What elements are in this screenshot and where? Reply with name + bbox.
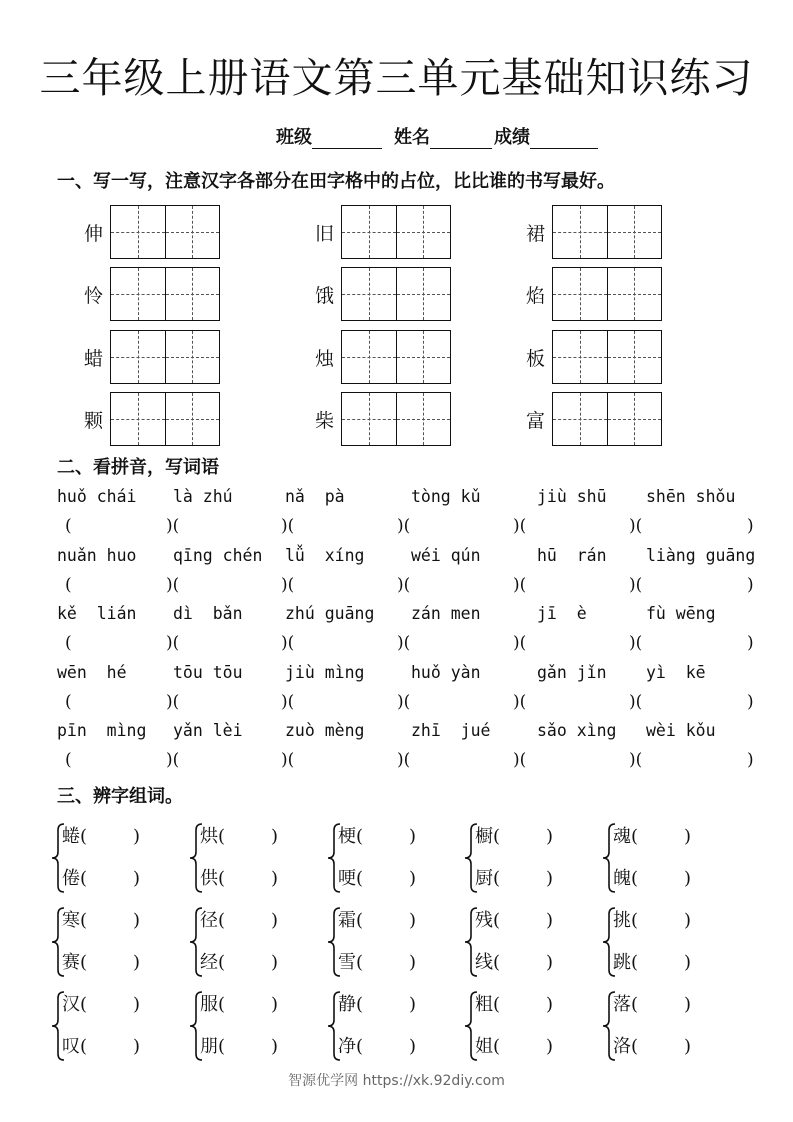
pair-character: 洛 (613, 1036, 631, 1057)
answer-bracket: ) (747, 633, 754, 653)
char-entry[interactable] (475, 1034, 553, 1060)
pair-character: 蜷 (62, 826, 80, 847)
char-entry[interactable] (62, 1034, 140, 1060)
paren-open: ( (631, 1036, 639, 1057)
pinyin-word: jiù mìng (285, 662, 365, 682)
pair-character: 跳 (613, 952, 631, 973)
paren-open: ( (493, 994, 501, 1015)
char-entry[interactable] (475, 950, 553, 976)
pair-character: 经 (200, 952, 218, 973)
paren-open: ( (80, 952, 88, 973)
paren-close: ) (546, 910, 554, 931)
answer-bracket: )( (513, 691, 527, 712)
tianzige-grid[interactable] (552, 330, 662, 384)
pair-character: 哽 (338, 868, 356, 889)
pinyin-word: jī è (537, 604, 587, 623)
pinyin-word: nǎ pà (285, 487, 345, 506)
tianzige-grid[interactable] (552, 267, 662, 321)
pinyin-word: zán men (411, 604, 481, 623)
pinyin-word: là zhú (173, 487, 233, 506)
tianzige-grid[interactable] (110, 330, 220, 384)
pinyin-word: wéi qún (411, 545, 481, 565)
char-entry[interactable] (338, 950, 416, 976)
pinyin-word: jiù shū (537, 487, 607, 506)
tianzige-cell[interactable] (342, 206, 396, 258)
tianzige-cell[interactable] (342, 268, 396, 320)
name-label: 姓名 (394, 127, 430, 148)
pinyin-word: wēn hé (57, 662, 127, 682)
paren-close: ) (133, 826, 141, 847)
pair-character: 叹 (62, 1036, 80, 1057)
paren-open: ( (80, 1036, 88, 1057)
answer-bracket: ) (747, 516, 754, 536)
char-entry[interactable] (338, 992, 416, 1018)
pinyin-row (57, 721, 757, 745)
char-pair (50, 906, 165, 978)
paren-close: ) (271, 826, 279, 847)
writing-row (526, 330, 662, 384)
pair-character: 雪 (338, 952, 356, 973)
char-entry[interactable] (475, 908, 553, 934)
answer-bracket: )( (397, 691, 411, 712)
section2-heading: 二、看拼音，写词语 (57, 457, 219, 478)
char-pair (463, 906, 578, 978)
pair-character: 供 (200, 868, 218, 889)
pinyin-word: kě lián (57, 604, 137, 623)
char-entry[interactable] (200, 1034, 278, 1060)
pair-character: 姐 (475, 1036, 493, 1057)
section1-heading: 一、写一写，注意汉字各部分在田字格中的占位，比比谁的书写最好。 (57, 171, 615, 192)
tianzige-cell[interactable] (165, 268, 220, 320)
pinyin-word: shēn shǒu (646, 487, 736, 506)
pair-character: 霜 (338, 910, 356, 931)
tianzige-grid[interactable] (341, 205, 451, 259)
paren-open: ( (356, 826, 364, 847)
model-character: 饿 (315, 284, 335, 307)
paren-close: ) (546, 1036, 554, 1057)
pinyin-word: liàng guāng (646, 545, 756, 565)
answer-bracket: )( (281, 574, 295, 595)
char-pair (601, 990, 716, 1062)
pinyin-word: huǒ yàn (411, 662, 481, 682)
char-entry[interactable] (475, 866, 553, 892)
paren-open: ( (218, 952, 226, 973)
pinyin-word: fù wēng (646, 604, 716, 623)
writing-row (315, 330, 451, 384)
answer-bracket: )( (629, 691, 643, 712)
pair-character: 朋 (200, 1036, 218, 1057)
tianzige-cell[interactable] (553, 393, 607, 445)
answer-bracket: )( (281, 691, 295, 712)
paren-open: ( (218, 994, 226, 1015)
char-pair (188, 822, 303, 894)
paren-close: ) (133, 952, 141, 973)
paren-open: ( (493, 868, 501, 889)
tianzige-cell[interactable] (607, 393, 662, 445)
paren-close: ) (409, 826, 417, 847)
char-pair (50, 822, 165, 894)
char-entry[interactable] (338, 1034, 416, 1060)
answer-bracket: ( (65, 750, 72, 770)
char-entry[interactable] (338, 824, 416, 850)
tianzige-cell[interactable] (553, 206, 607, 258)
pinyin-word: nuǎn huo (57, 545, 137, 565)
answer-bracket: )( (166, 750, 180, 770)
paren-open: ( (631, 994, 639, 1015)
tianzige-cell[interactable] (111, 331, 165, 383)
tianzige-grid[interactable] (110, 205, 220, 259)
model-character: 柴 (315, 409, 335, 432)
paren-close: ) (546, 868, 554, 889)
char-entry[interactable] (200, 866, 278, 892)
paren-open: ( (218, 1036, 226, 1057)
tianzige-cell[interactable] (396, 331, 451, 383)
pair-character: 服 (200, 994, 218, 1015)
tianzige-grid[interactable] (110, 392, 220, 446)
paren-open: ( (356, 994, 364, 1015)
char-pair (326, 906, 441, 978)
tianzige-grid[interactable] (552, 392, 662, 446)
writing-row (315, 205, 451, 259)
model-character: 怜 (84, 284, 104, 307)
paren-open: ( (356, 952, 364, 973)
paren-close: ) (409, 952, 417, 973)
model-character: 板 (526, 347, 546, 370)
writing-row (84, 330, 220, 384)
answer-bracket: )( (629, 516, 643, 536)
answer-bracket: )( (397, 574, 411, 595)
model-character: 焰 (526, 284, 546, 307)
paren-close: ) (271, 952, 279, 973)
char-pair (463, 822, 578, 894)
pinyin-word: hū rán (537, 545, 607, 565)
paren-close: ) (133, 994, 141, 1015)
tianzige-cell[interactable] (396, 393, 451, 445)
paren-open: ( (80, 994, 88, 1015)
tianzige-cell[interactable] (607, 268, 662, 320)
writing-row (526, 205, 662, 259)
char-entry[interactable] (200, 908, 278, 934)
answer-row[interactable] (57, 575, 757, 599)
answer-bracket: )( (513, 516, 527, 536)
pair-character: 烘 (200, 826, 218, 847)
model-character: 富 (526, 409, 546, 432)
answer-bracket: ( (65, 516, 72, 536)
model-character: 蜡 (84, 347, 104, 370)
pinyin-word: qīng chén (173, 545, 263, 565)
char-pair (50, 990, 165, 1062)
writing-row (84, 267, 220, 321)
paren-open: ( (631, 868, 639, 889)
model-character: 裙 (526, 222, 546, 245)
answer-row[interactable] (57, 750, 757, 774)
tianzige-cell[interactable] (396, 268, 451, 320)
answer-bracket: )( (281, 516, 295, 536)
class-label: 班级 (276, 127, 312, 148)
tianzige-cell[interactable] (607, 206, 662, 258)
answer-bracket: )( (513, 750, 527, 770)
score-field[interactable] (530, 128, 598, 149)
pinyin-word: sǎo xìng (537, 721, 617, 740)
pinyin-word: wèi kǒu (646, 721, 716, 740)
tianzige-grid[interactable] (110, 267, 220, 321)
char-entry[interactable] (62, 908, 140, 934)
char-pair (188, 906, 303, 978)
paren-open: ( (631, 910, 639, 931)
pinyin-word: dì bǎn (173, 604, 243, 623)
page-title: 三年级上册语文第三单元基础知识练习 (39, 54, 754, 102)
pair-character: 粗 (475, 994, 493, 1015)
paren-close: ) (684, 868, 692, 889)
pair-character: 线 (475, 952, 493, 973)
model-character: 伸 (84, 222, 104, 245)
answer-bracket: )( (166, 574, 180, 595)
answer-bracket: ( (65, 691, 72, 712)
tianzige-cell[interactable] (553, 268, 607, 320)
model-character: 烛 (315, 347, 335, 370)
paren-close: ) (271, 910, 279, 931)
answer-bracket: )( (166, 691, 180, 712)
tianzige-cell[interactable] (165, 206, 220, 258)
char-entry[interactable] (62, 824, 140, 850)
answer-bracket: )( (629, 574, 643, 595)
char-entry[interactable] (475, 824, 553, 850)
char-entry[interactable] (613, 824, 691, 850)
char-entry[interactable] (200, 950, 278, 976)
tianzige-grid[interactable] (341, 330, 451, 384)
char-pair (188, 990, 303, 1062)
paren-close: ) (271, 994, 279, 1015)
paren-open: ( (493, 952, 501, 973)
paren-close: ) (133, 910, 141, 931)
tianzige-cell[interactable] (607, 331, 662, 383)
paren-open: ( (356, 1036, 364, 1057)
answer-bracket: )( (281, 633, 295, 653)
answer-bracket: )( (397, 516, 411, 536)
answer-bracket: ( (65, 574, 72, 595)
char-entry[interactable] (613, 950, 691, 976)
paren-close: ) (409, 868, 417, 889)
answer-bracket: ) (747, 750, 754, 770)
char-entry[interactable] (613, 992, 691, 1018)
answer-bracket: )( (629, 750, 643, 770)
paren-close: ) (271, 1036, 279, 1057)
char-entry[interactable] (338, 908, 416, 934)
pinyin-word: pīn mìng (57, 721, 147, 740)
answer-row[interactable] (57, 633, 757, 657)
answer-bracket: )( (281, 750, 295, 770)
pair-character: 净 (338, 1036, 356, 1057)
tianzige-grid[interactable] (341, 267, 451, 321)
answer-bracket: )( (166, 516, 180, 536)
paren-close: ) (133, 1036, 141, 1057)
footer-watermark: 智源优学网 https://xk.92diy.com (288, 1073, 505, 1089)
paren-open: ( (493, 1036, 501, 1057)
char-entry[interactable] (62, 866, 140, 892)
pinyin-word: tōu tōu (173, 662, 243, 682)
char-entry[interactable] (475, 992, 553, 1018)
pair-character: 残 (475, 910, 493, 931)
answer-bracket: )( (166, 633, 180, 653)
answer-bracket: )( (397, 633, 411, 653)
class-field[interactable] (312, 128, 382, 149)
answer-row[interactable] (57, 516, 757, 540)
paren-open: ( (80, 868, 88, 889)
tianzige-grid[interactable] (341, 392, 451, 446)
paren-open: ( (218, 868, 226, 889)
paren-open: ( (218, 910, 226, 931)
writing-row (315, 392, 451, 446)
tianzige-cell[interactable] (111, 393, 165, 445)
paren-close: ) (271, 868, 279, 889)
pinyin-word: zhú guāng (285, 604, 375, 623)
pinyin-word: yǎn lèi (173, 721, 243, 740)
pair-character: 落 (613, 994, 631, 1015)
score-label: 成绩 (494, 127, 530, 148)
tianzige-cell[interactable] (342, 331, 396, 383)
answer-bracket: ) (747, 574, 754, 595)
pair-character: 静 (338, 994, 356, 1015)
paren-open: ( (80, 910, 88, 931)
model-character: 颗 (84, 409, 104, 432)
pinyin-word: zuò mèng (285, 721, 365, 740)
char-entry[interactable] (200, 824, 278, 850)
answer-bracket: )( (513, 633, 527, 653)
char-pair (601, 822, 716, 894)
char-pair (601, 906, 716, 978)
pair-character: 挑 (613, 910, 631, 931)
tianzige-cell[interactable] (165, 393, 220, 445)
paren-open: ( (493, 910, 501, 931)
paren-open: ( (493, 826, 501, 847)
pair-character: 汉 (62, 994, 80, 1015)
pair-character: 径 (200, 910, 218, 931)
paren-close: ) (409, 994, 417, 1015)
paren-close: ) (546, 994, 554, 1015)
writing-row (84, 392, 220, 446)
paren-close: ) (684, 910, 692, 931)
paren-open: ( (356, 910, 364, 931)
writing-row (315, 267, 451, 321)
paren-close: ) (684, 994, 692, 1015)
tianzige-cell[interactable] (111, 268, 165, 320)
char-pair (463, 990, 578, 1062)
char-entry[interactable] (338, 866, 416, 892)
char-entry[interactable] (613, 1034, 691, 1060)
paren-close: ) (684, 826, 692, 847)
tianzige-cell[interactable] (165, 331, 220, 383)
paren-open: ( (631, 826, 639, 847)
answer-bracket: )( (397, 750, 411, 770)
pair-character: 魂 (613, 826, 631, 847)
pair-character: 橱 (475, 826, 493, 847)
tianzige-cell[interactable] (396, 206, 451, 258)
char-entry[interactable] (200, 992, 278, 1018)
char-entry[interactable] (613, 908, 691, 934)
pinyin-word: lǚ xíng (285, 545, 365, 565)
paren-close: ) (546, 952, 554, 973)
paren-close: ) (409, 910, 417, 931)
pinyin-word: huǒ chái (57, 487, 137, 506)
paren-open: ( (356, 868, 364, 889)
answer-bracket: )( (513, 574, 527, 595)
paren-open: ( (218, 826, 226, 847)
answer-row[interactable] (57, 692, 757, 716)
writing-row (526, 267, 662, 321)
paren-close: ) (409, 1036, 417, 1057)
tianzige-cell[interactable] (553, 331, 607, 383)
paren-close: ) (684, 952, 692, 973)
pinyin-row (57, 604, 757, 628)
paren-open: ( (631, 952, 639, 973)
tianzige-cell[interactable] (111, 206, 165, 258)
pair-character: 寒 (62, 910, 80, 931)
pinyin-word: gǎn jǐn (537, 662, 607, 682)
pair-character: 厨 (475, 868, 493, 889)
char-entry[interactable] (62, 950, 140, 976)
pinyin-row (57, 487, 757, 511)
pinyin-row (57, 663, 757, 687)
paren-close: ) (684, 1036, 692, 1057)
char-entry[interactable] (62, 992, 140, 1018)
pinyin-row (57, 546, 757, 570)
name-field[interactable] (430, 128, 492, 149)
student-info (276, 123, 610, 149)
paren-open: ( (80, 826, 88, 847)
pair-character: 倦 (62, 868, 80, 889)
char-pair (326, 822, 441, 894)
model-character: 旧 (315, 222, 335, 245)
char-entry[interactable] (613, 866, 691, 892)
pair-character: 魄 (613, 868, 631, 889)
writing-row (526, 392, 662, 446)
tianzige-cell[interactable] (342, 393, 396, 445)
answer-bracket: ) (747, 691, 754, 712)
pinyin-word: zhī jué (411, 721, 491, 740)
answer-bracket: )( (629, 633, 643, 653)
paren-close: ) (133, 868, 141, 889)
pinyin-word: yì kē (646, 662, 706, 682)
pair-character: 赛 (62, 952, 80, 973)
writing-row (84, 205, 220, 259)
answer-bracket: ( (65, 633, 72, 653)
char-pair (326, 990, 441, 1062)
paren-close: ) (546, 826, 554, 847)
pair-character: 梗 (338, 826, 356, 847)
pinyin-word: tòng kǔ (411, 487, 481, 506)
tianzige-grid[interactable] (552, 205, 662, 259)
section3-heading: 三、辨字组词。 (57, 786, 183, 807)
